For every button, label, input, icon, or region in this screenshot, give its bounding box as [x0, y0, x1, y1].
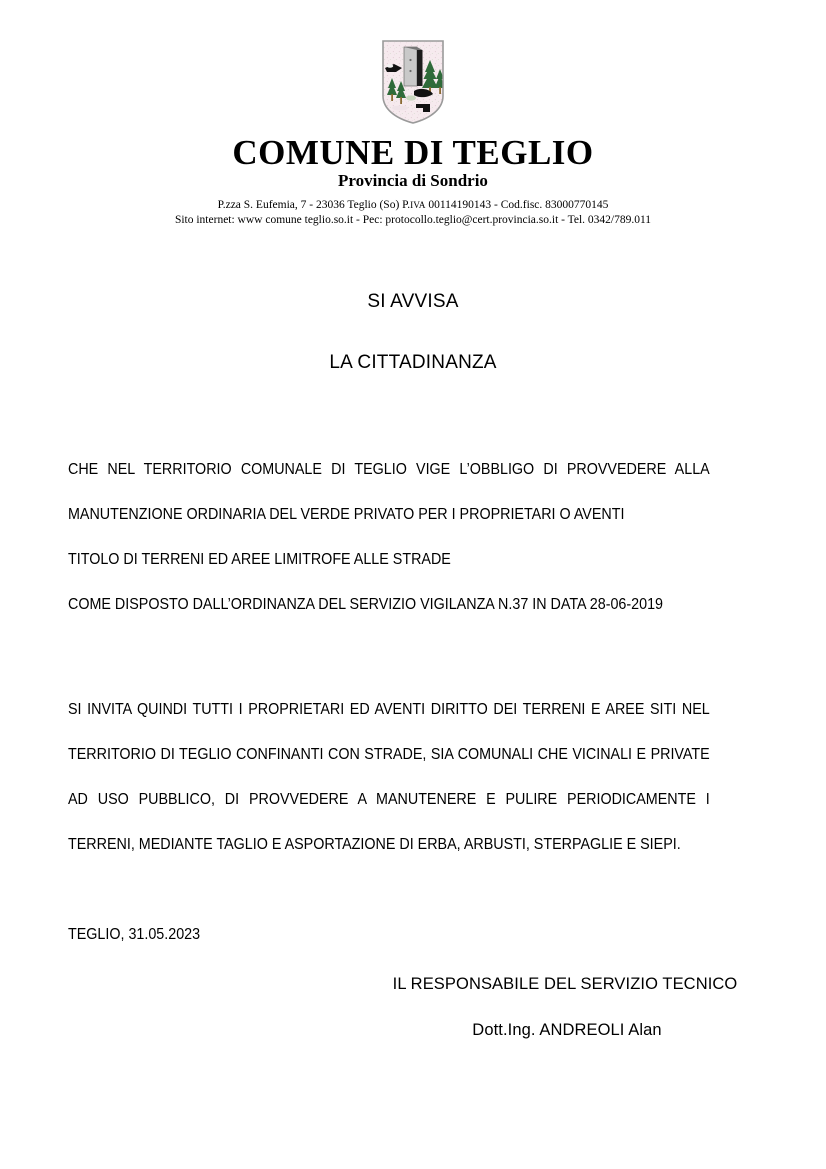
contact-vat-label: IVA	[410, 201, 426, 211]
contact-address-part2: 00114190143 - Cod.fisc. 83000770145	[425, 199, 609, 211]
paragraph-text: CHE NEL TERRITORIO COMUNALE DI TEGLIO VIGE L’OBBLIGO DI PROVVEDERE ALLA MANUTENZIONE ORDINARIA DEL VERDE PRIVATO PER I PROPRIETARI O AVENTI	[68, 461, 710, 523]
paragraph-text: SI INVITA QUINDI TUTTI I PROPRIETARI ED AVENTI DIRITTO DEI TERRENI E AREE SITI NEL TERRITORIO DI TEGLIO CONFINANTI CON STRADE, SIA COMUNALI CHE VICINALI E PRIVATE AD USO PUBBLICO, DI PROVVEDERE A MANUTENERE E PULIRE PERIODICAMENTE I TERRENI, MEDIANTE TAGLIO E ASPORTAZIONE DI ERBA, ARBUSTI, STERPAGLIE E SIEPI.	[68, 701, 710, 853]
notice-paragraph-1	[68, 447, 710, 537]
notice-heading-primary: SI AVVISA	[367, 291, 459, 312]
organization-title: COMUNE DI TEGLIO	[232, 133, 594, 172]
paragraph-text: TEGLIO, 31.05.2023	[68, 926, 201, 943]
contact-address-line	[0, 198, 826, 213]
coat-of-arms	[0, 38, 826, 126]
paragraph-text: COME DISPOSTO DALL’ORDINANZA DEL SERVIZIO VIGILANZA N.37 IN DATA 28-06-2019	[68, 596, 663, 613]
crest-shield-icon	[380, 38, 446, 126]
organization-contact	[0, 198, 826, 227]
notice-line-titolo	[68, 537, 710, 582]
organization-subtitle: Provincia di Sondrio	[338, 171, 488, 190]
notice-paragraph-2	[68, 687, 710, 867]
signature-name: Dott.Ing. ANDREOLI Alan	[472, 1021, 662, 1039]
notice-line-ordinanza	[68, 582, 710, 627]
notice-heading-secondary: LA CITTADINANZA	[329, 352, 497, 373]
notice-place-date	[68, 912, 710, 957]
signature-role: IL RESPONSABILE DEL SERVIZIO TECNICO	[392, 975, 738, 993]
contact-web-line: Sito internet: www comune teglio.so.it - Pec: protocollo.teglio@cert.provincia.so.it - Tel. 0342/789.011	[174, 214, 652, 227]
contact-address-part1: P.zza S. Eufemia, 7 - 23036 Teglio (So) P.	[217, 199, 411, 211]
paragraph-text: TITOLO DI TERRENI ED AREE LIMITROFE ALLE STRADE	[68, 551, 451, 568]
